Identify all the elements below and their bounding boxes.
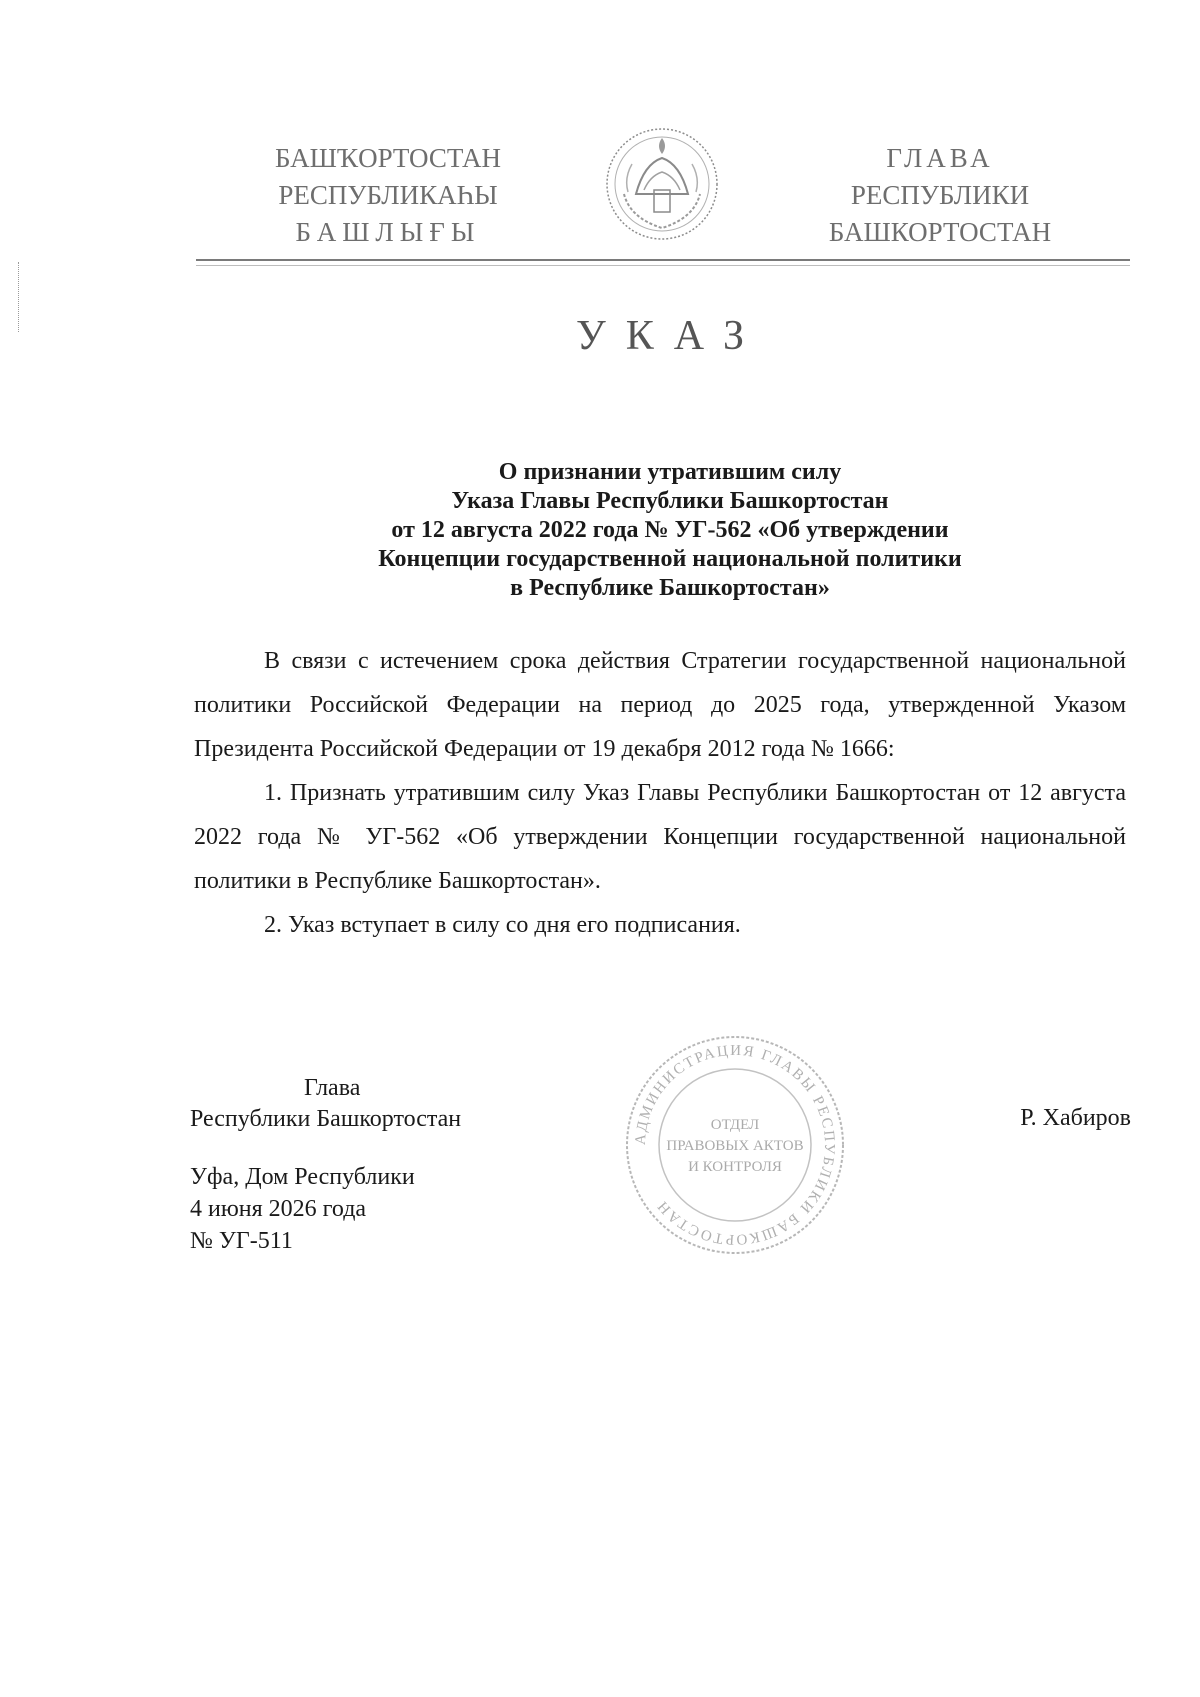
official-stamp xyxy=(622,1032,848,1258)
decree-body xyxy=(194,639,1126,947)
title-line: Концепции государственной национальной политики xyxy=(378,546,962,572)
header-bashkir-line1: БАШҠОРТОСТАН xyxy=(274,143,502,173)
signatory-title xyxy=(190,1073,461,1135)
title-line: Указа Главы Республики Башкортостан xyxy=(451,488,889,514)
place-date-number xyxy=(190,1161,415,1257)
issue-date: 4 июня 2026 года xyxy=(190,1196,367,1222)
signatory-title-line2: Республики Башкортостан xyxy=(190,1106,462,1132)
decree-title xyxy=(200,458,1140,603)
title-line: О признании утратившим силу xyxy=(498,459,842,485)
document-type-heading: УКАЗ xyxy=(575,313,765,359)
issue-place: Уфа, Дом Республики xyxy=(190,1164,415,1190)
preamble-paragraph: В связи с истечением срока действия Стратегии государственной национальной политики Российской Федерации на период до 2025 года, утвержденной Указом Президента Российской Федерации от 19 декабря 2012 года № 1666: xyxy=(194,648,1126,762)
header-russian xyxy=(795,140,1085,251)
header-divider xyxy=(196,259,1130,266)
stamp-inner-line: ОТДЕЛ xyxy=(710,1117,760,1133)
signatory-name: Р. Хабиров xyxy=(1020,1105,1131,1131)
coat-of-arms-emblem xyxy=(602,124,722,244)
header-russian-line2: РЕСПУБЛИКИ xyxy=(850,180,1030,210)
decree-number: № УГ-511 xyxy=(190,1228,293,1254)
header-russian-line1: ГЛАВА xyxy=(886,143,994,173)
clause-1-paragraph: 1. Признать утратившим силу Указ Главы Республики Башкортостан от 12 августа 2022 года № УГ-562 «Об утверждении Концепции государственной национальной политики в Республике Башкортостан». xyxy=(194,780,1126,894)
stamp-outer-text: АДМИНИСТРАЦИЯ ГЛАВЫ РЕСПУБЛИКИ БАШКОРТОСТАН xyxy=(632,1042,838,1248)
title-line: в Республике Башкортостан» xyxy=(510,575,830,601)
clause-2-paragraph: 2. Указ вступает в силу со дня его подписания. xyxy=(264,912,741,938)
header-bashkir-line3: БАШЛЫҒЫ xyxy=(295,217,481,247)
stamp-inner-line: ПРАВОВЫХ АКТОВ xyxy=(666,1138,804,1154)
signatory-title-line1: Глава xyxy=(304,1075,361,1101)
title-line: от 12 августа 2022 года № УГ-562 «Об утверждении xyxy=(391,517,949,543)
header-bashkir-line2: РЕСПУБЛИКАҺЫ xyxy=(278,180,498,210)
header-russian-line3: БАШКОРТОСТАН xyxy=(828,217,1052,247)
header-bashkir xyxy=(238,140,538,251)
stamp-inner-line: И КОНТРОЛЯ xyxy=(688,1159,782,1175)
